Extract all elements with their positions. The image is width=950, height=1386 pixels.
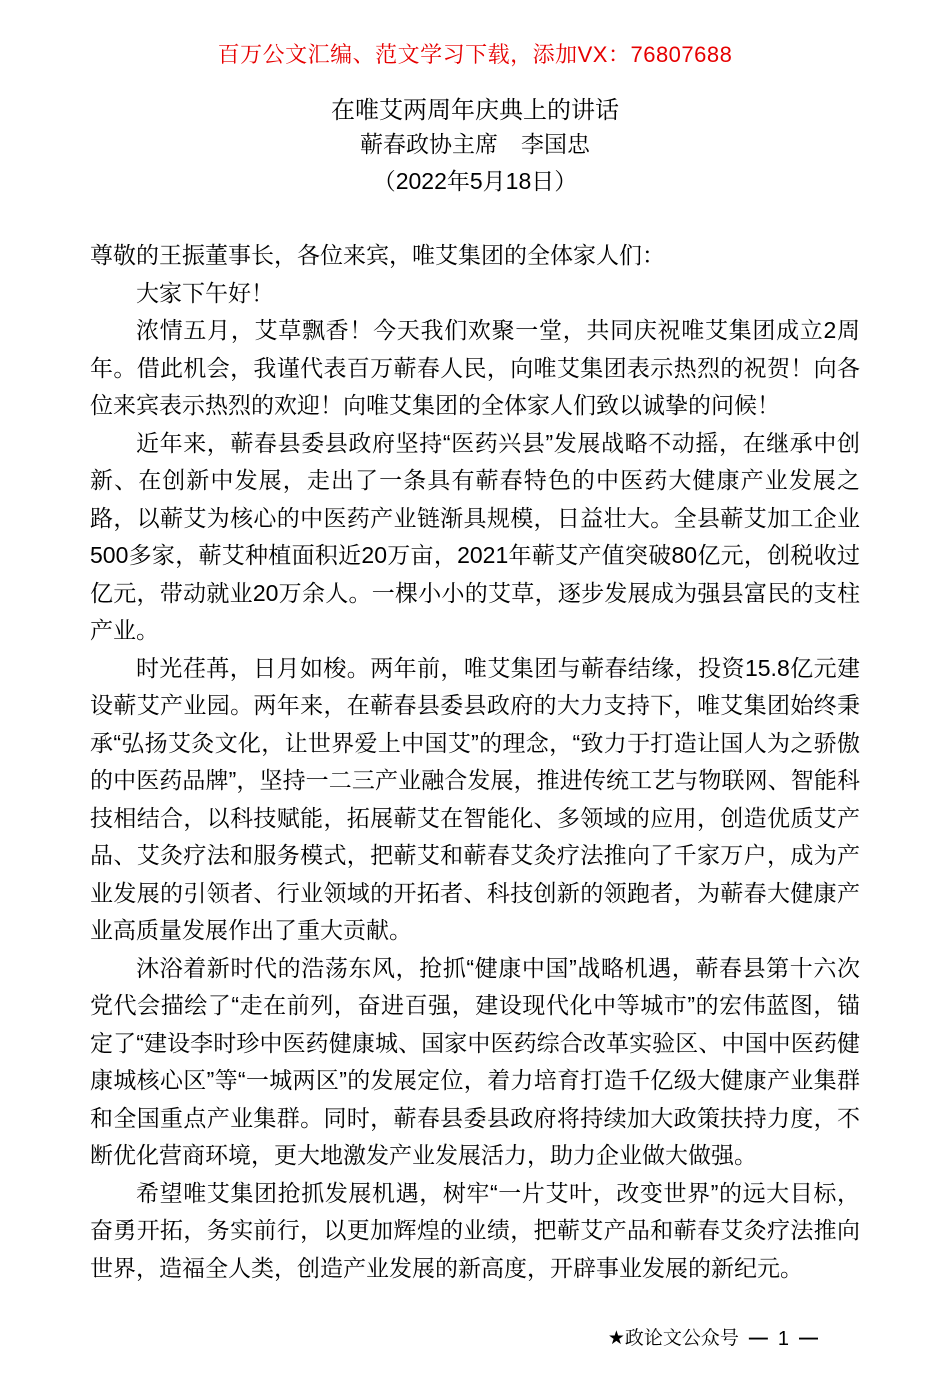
paragraph: 近年来，蕲春县委县政府坚持“医药兴县”发展战略不动摇，在继承中创新、在创新中发展，走出了一条具有蕲春特色的中医药大健康产业发展之路，以蕲艾为核心的中医药产业链渐具规模，日益壮大。全县蕲艾加工企业500多家，蕲艾种植面积近20万亩，2021年蕲艾产值突破80亿元，创税收过亿元，带动就业20万余人。一棵小小的艾草，逐步发展成为强县富民的支柱产业。 — [90, 429, 860, 643]
speech-body — [90, 237, 860, 1287]
footer-source-label: 政论文公众号 — [624, 1328, 739, 1349]
paragraph: 希望唯艾集团抢抓发展机遇，树牢“一片艾叶，改变世界”的远大目标，奋勇开拓，务实前行，以更加辉煌的业绩，把蕲艾产品和蕲春艾灸疗法推向世界，造福全人类，创造产业发展的新高度，开辟事业发展的新纪元。 — [90, 1179, 860, 1281]
page-number: 1 — [777, 1328, 789, 1350]
promo-banner — [0, 42, 950, 68]
paragraph: 沐浴着新时代的浩荡东风，抢抓“健康中国”战略机遇，蕲春县第十六次党代会描绘了“走在前列，奋进百强，建设现代化中等城市”的宏伟蓝图，锚定了“建设李时珍中医药健康城、国家中医药综合改革实验区、中国中医药健康城核心区”等“一城两区”的发展定位，着力培育打造千亿级大健康产业集群和全国重点产业集群。同时，蕲春县委县政府将持续加大政策扶持力度，不断优化营商环境，更大地激发产业发展活力，助力企业做大做强。 — [90, 954, 860, 1168]
page-number-dash-left: — — [748, 1328, 768, 1349]
paragraph-salutation: 尊敬的王振董事长，各位来宾，唯艾集团的全体家人们： — [90, 242, 665, 268]
page-footer — [608, 1328, 828, 1350]
paragraph: 大家下午好！ — [136, 279, 274, 306]
paragraph: 时光荏苒，日月如梭。两年前，唯艾集团与蕲春结缘，投资15.8亿元建设蕲艾产业园。两年来，在蕲春县委县政府的大力支持下，唯艾集团始终秉承“弘扬艾灸文化，让世界爱上中国艾”的理念，“致力于打造让国人为之骄傲的中医药品牌”，坚持一二三产业融合发展，推进传统工艺与物联网、智能科技相结合，以科技赋能，拓展蕲艾在智能化、多领域的应用，创造优质艾产品、艾灸疗法和服务模式，把蕲艾和蕲春艾灸疗法推向了千家万户，成为产业发展的引领者、行业领域的开拓者、科技创新的领跑者，为蕲春大健康产业高质量发展作出了重大贡献。 — [90, 654, 860, 943]
document-date: （2022年5月18日） — [372, 168, 578, 194]
promo-banner-text: 百万公文汇编、范文学习下载，添加VX：76807688 — [217, 42, 733, 67]
document-title: 在唯艾两周年庆典上的讲话 — [331, 97, 619, 124]
paragraph: 浓情五月，艾草飘香！今天我们欢聚一堂，共同庆祝唯艾集团成立2周年。借此机会，我谨代表百万蕲春人民，向唯艾集团表示热烈的祝贺！向各位来宾表示热烈的欢迎！向唯艾集团的全体家人们致以诚挚的问候！ — [90, 317, 860, 418]
star-icon: ★ — [607, 1328, 625, 1349]
page-number-dash-right: — — [799, 1328, 818, 1349]
title-block — [0, 94, 950, 199]
document-author: 蕲春政协主席 李国忠 — [360, 131, 590, 157]
